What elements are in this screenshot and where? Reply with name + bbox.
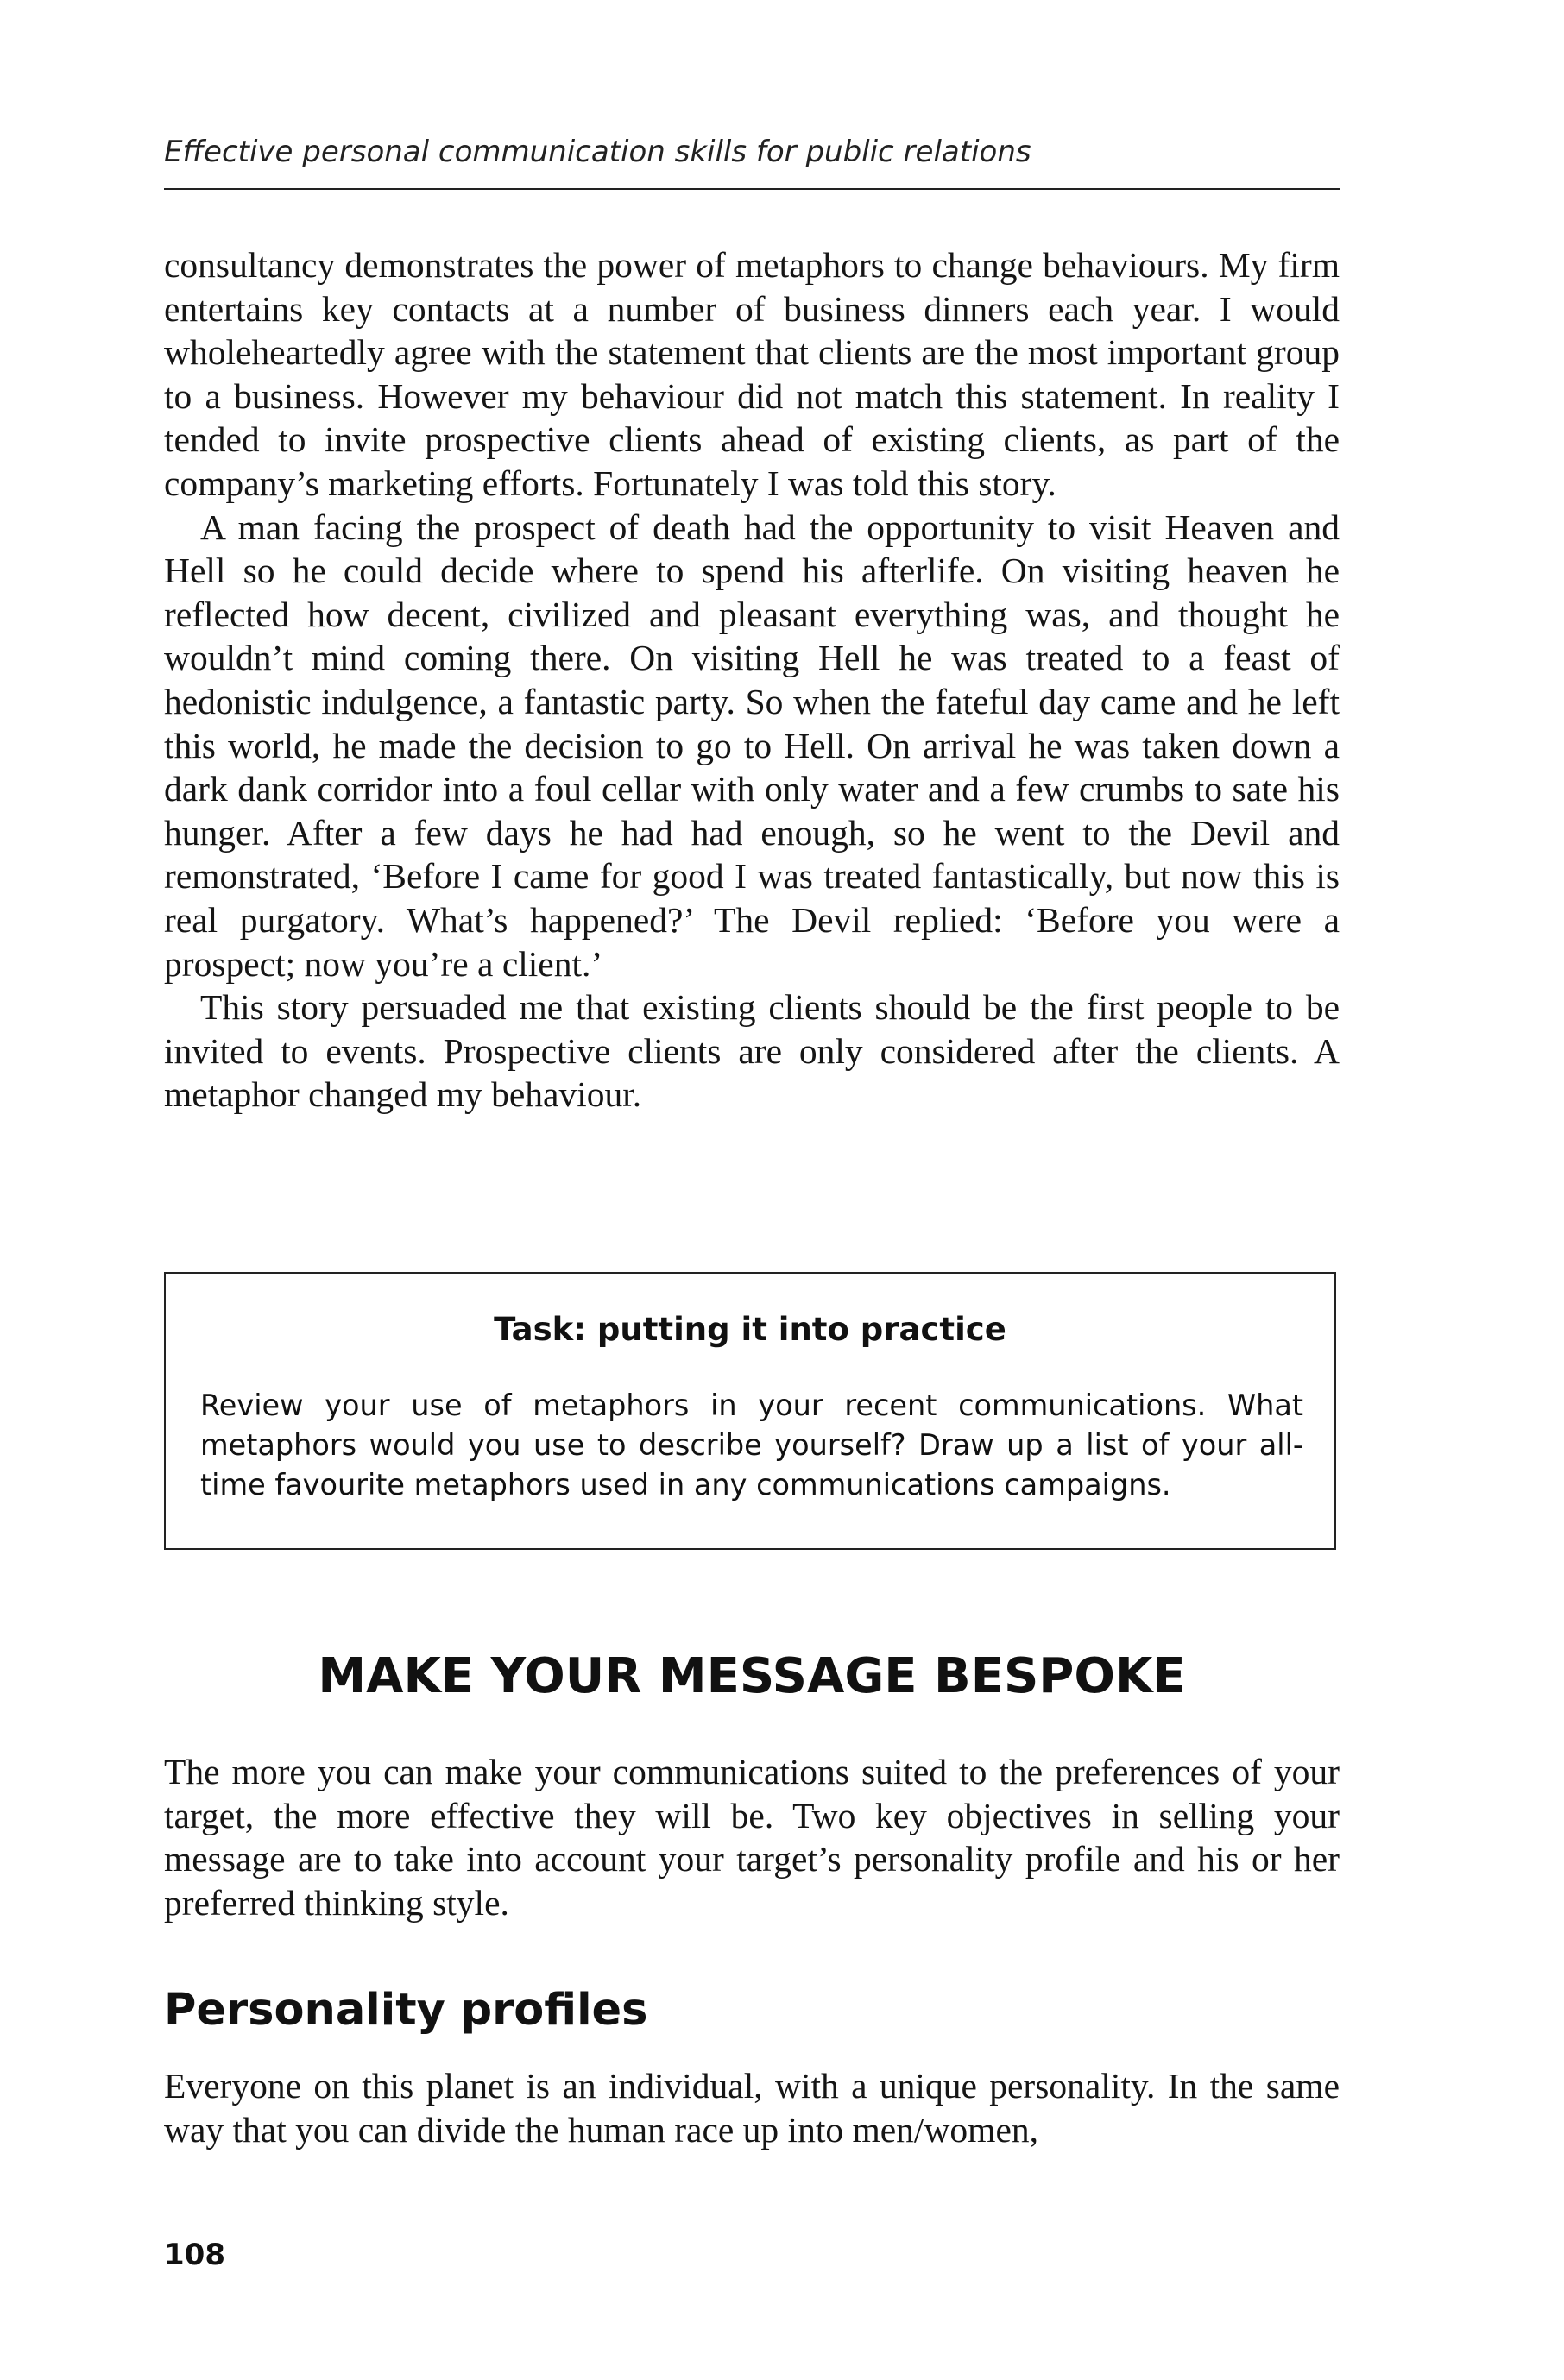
body-text-block <box>164 243 1340 1117</box>
task-box <box>164 1272 1336 1550</box>
subsection-heading: Personality profiles <box>164 1985 648 2036</box>
header-rule <box>164 188 1340 190</box>
paragraph-continued: consultancy demonstrates the power of metaphors to change behaviours. My firm entertains key contacts at a number of business dinners each year. I would wholeheartedly agree with the statement that clients are the most important group to a business. However my behaviour did not match this statement. In reality I tended to invite prospective clients ahead of existing clients, as part of the company’s marketing efforts. Fortunately I was told this story. <box>164 245 1340 503</box>
section-heading: MAKE YOUR MESSAGE BESPOKE <box>318 1648 1186 1704</box>
section-paragraph: The more you can make your communications suited to the preferences of your target, the more effective they will be. Two key objectives in selling your message are to take into account your target’s personality profile and his or her preferred thinking style. <box>164 1752 1340 1923</box>
subsection-text-block <box>164 2064 1340 2151</box>
running-header: Effective personal communication skills for public relations <box>164 135 1031 169</box>
task-box-title: Task: putting it into practice <box>494 1311 1006 1348</box>
task-box-text: Review your use of metaphors in your recent communications. What metaphors would you use to describe yourself? Draw up a list of your all-time favourite metaphors used in any communications campaigns. <box>200 1388 1303 1502</box>
paragraph-story: A man facing the prospect of death had the opportunity to visit Heaven and Hell so he could decide where to spend his afterlife. On visiting heaven he reflected how decent, civilized and pleasant everything was, and thought he wouldn’t mind coming there. On visiting Hell he was treated to a feast of hedonistic indulgence, a fantastic party. So when the fateful day came and he left this world, he made the decision to go to Hell. On arrival he was taken down a dark dank corridor into a foul cellar with only water and a few crumbs to sate his hunger. After a few days he had had enough, so he went to the Devil and remonstrated, ‘Before I came for good I was treated fantastically, but now this is real purgatory. What’s happened?’ The Devil replied: ‘Before you were a prospect; now you’re a client.’ <box>164 507 1340 984</box>
page-number: 108 <box>164 2238 225 2272</box>
paragraph-conclusion: This story persuaded me that existing clients should be the first people to be invited to events. Prospective clients are only considered after the clients. A metaphor changed my behaviour. <box>164 987 1340 1115</box>
section-text-block <box>164 1750 1340 1924</box>
subsection-paragraph: Everyone on this planet is an individual, with a unique personality. In the same way that you can divide the human race up into men/women, <box>164 2066 1340 2150</box>
